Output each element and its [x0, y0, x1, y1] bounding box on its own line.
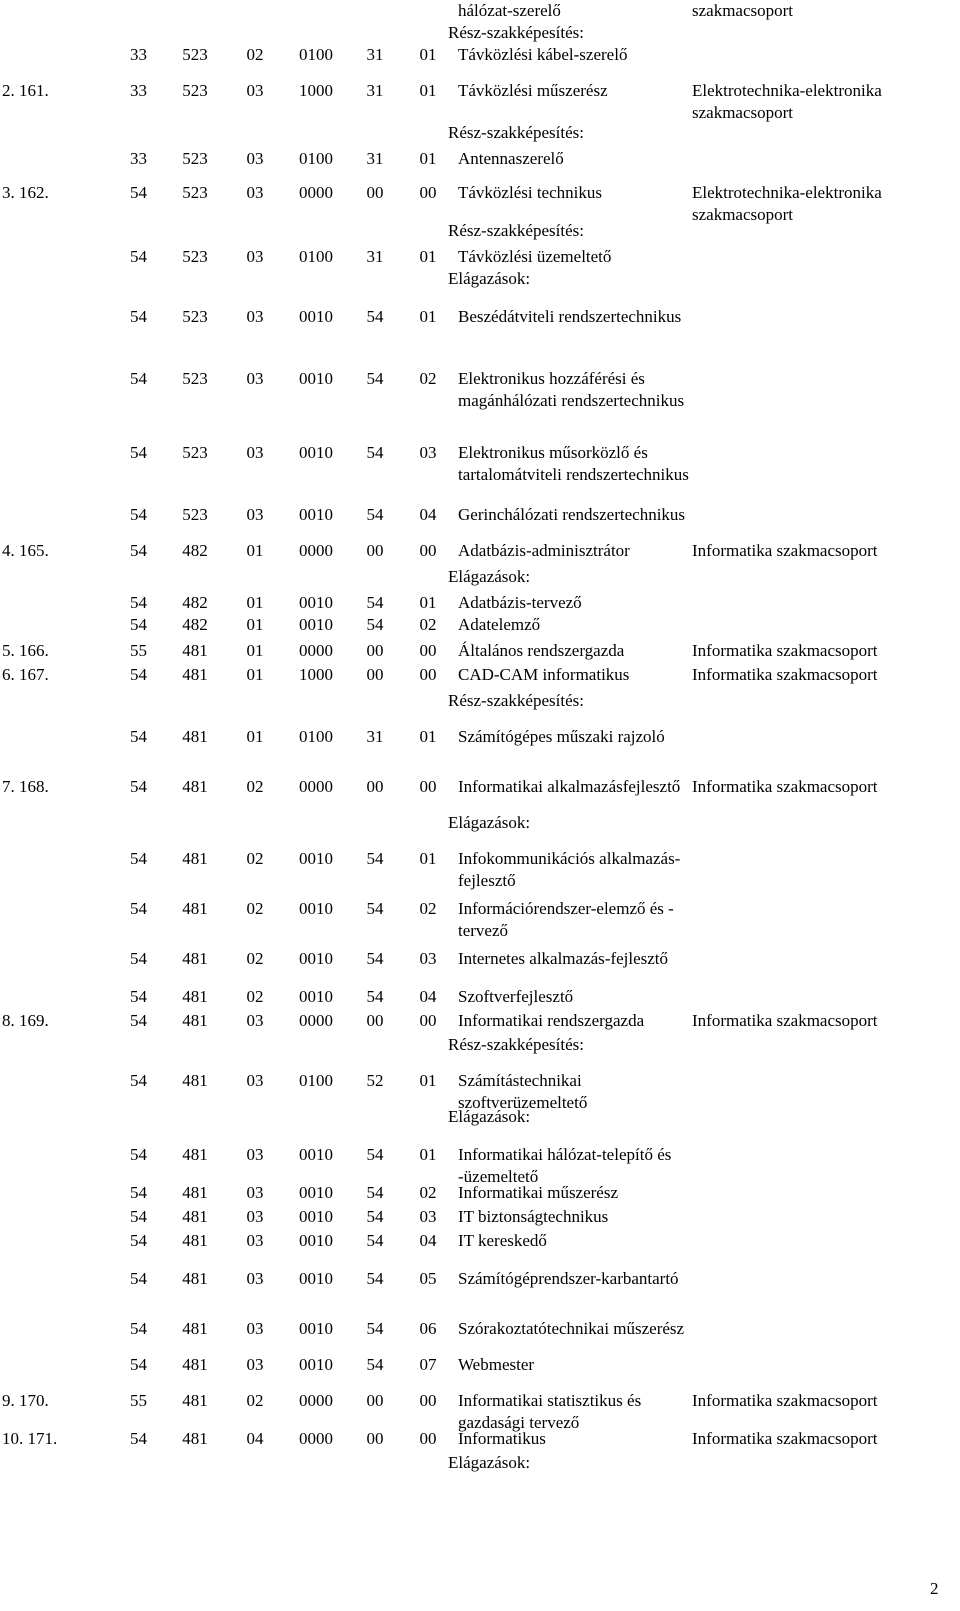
code-part-a: 54 — [130, 541, 147, 560]
code-part-e: 54 — [366, 369, 384, 388]
code-part-f: 01 — [419, 149, 437, 168]
row-number: 6. 167. — [2, 665, 49, 684]
code-part-b: 523 — [182, 81, 208, 100]
qualification-name: Távközlési kábel-szerelő — [458, 45, 628, 64]
code-part-b: 481 — [182, 1319, 208, 1338]
code-part-b: 481 — [182, 1269, 208, 1288]
qualification-name: Távközlési technikus — [458, 183, 602, 202]
code-part-b: 523 — [182, 149, 208, 168]
code-part-d: 0000 — [299, 183, 333, 202]
code-part-b: 481 — [182, 665, 208, 684]
code-part-c: 01 — [246, 727, 264, 746]
group-name: szakmacsoport — [692, 1, 794, 20]
code-part-a: 54 — [130, 777, 147, 796]
code-part-d: 0010 — [299, 987, 333, 1006]
section-label: Rész-szakképesítés: — [448, 1035, 584, 1054]
code-part-c: 03 — [246, 1071, 264, 1090]
code-part-d: 0000 — [299, 777, 333, 796]
code-part-f: 01 — [419, 307, 437, 326]
code-part-e: 54 — [366, 307, 384, 326]
section-label: Rész-szakképesítés: — [448, 23, 584, 42]
code-part-d: 0010 — [299, 307, 333, 326]
row-number: 10. 171. — [2, 1429, 58, 1448]
qualification-name: Távközlési üzemeltető — [458, 247, 612, 266]
code-part-c: 02 — [246, 849, 264, 868]
qualification-name: Számítástechnikai szoftverüzemeltető — [458, 1071, 588, 1112]
qualification-name: Adatbázis-adminisztrátor — [458, 541, 630, 560]
code-part-a: 54 — [130, 727, 147, 746]
code-part-d: 0000 — [299, 1429, 333, 1448]
code-part-e: 00 — [366, 1011, 384, 1030]
code-part-e: 00 — [366, 777, 384, 796]
code-part-a: 55 — [130, 1391, 147, 1410]
code-part-d: 0010 — [299, 1319, 333, 1338]
code-part-b: 482 — [182, 541, 208, 560]
code-part-f: 04 — [419, 1231, 437, 1250]
code-part-c: 01 — [246, 541, 264, 560]
code-part-d: 0000 — [299, 1011, 333, 1030]
code-part-a: 54 — [130, 1207, 147, 1226]
code-part-f: 01 — [419, 727, 437, 746]
code-part-b: 523 — [182, 183, 208, 202]
code-part-f: 00 — [419, 777, 437, 796]
code-part-e: 54 — [366, 593, 384, 612]
code-part-b: 481 — [182, 1071, 208, 1090]
code-part-b: 481 — [182, 1145, 208, 1164]
code-part-a: 54 — [130, 369, 147, 388]
code-part-c: 03 — [246, 307, 264, 326]
code-part-f: 00 — [419, 541, 437, 560]
code-part-b: 523 — [182, 443, 208, 462]
section-label: Elágazások: — [448, 1107, 531, 1126]
qualification-name: Informatikai műszerész — [458, 1183, 619, 1202]
qualification-name: Számítógépes műszaki rajzoló — [458, 727, 665, 746]
code-part-f: 01 — [419, 247, 437, 266]
code-part-f: 02 — [419, 899, 437, 918]
qualification-name: Informatikai rendszergazda — [458, 1011, 645, 1030]
code-part-d: 0010 — [299, 1145, 333, 1164]
code-part-f: 01 — [419, 849, 437, 868]
code-part-a: 54 — [130, 665, 147, 684]
code-part-c: 01 — [246, 593, 264, 612]
code-part-a: 54 — [130, 247, 147, 266]
code-part-c: 02 — [246, 987, 264, 1006]
code-part-b: 482 — [182, 615, 208, 634]
qualification-name: Internetes alkalmazás-fejlesztő — [458, 949, 669, 968]
qualification-name: Gerinchálózati rendszertechnikus — [458, 505, 686, 524]
code-part-c: 02 — [246, 949, 264, 968]
row-number: 4. 165. — [2, 541, 49, 560]
row-number: 2. 161. — [2, 81, 49, 100]
code-part-d: 0010 — [299, 899, 333, 918]
section-label: Rész-szakképesítés: — [448, 691, 584, 710]
code-part-e: 54 — [366, 443, 384, 462]
code-part-d: 0000 — [299, 641, 333, 660]
code-part-b: 523 — [182, 505, 208, 524]
row-number: 8. 169. — [2, 1011, 49, 1030]
code-part-b: 523 — [182, 45, 208, 64]
code-part-a: 54 — [130, 1145, 147, 1164]
code-part-f: 00 — [419, 641, 437, 660]
code-part-c: 02 — [246, 899, 264, 918]
code-part-c: 03 — [246, 183, 264, 202]
code-part-a: 54 — [130, 593, 147, 612]
code-part-d: 1000 — [299, 665, 333, 684]
page-number: 2 — [930, 1579, 939, 1598]
qualification-name: Számítógéprendszer-karbantartó — [458, 1269, 679, 1288]
code-part-c: 03 — [246, 443, 264, 462]
row-number: 9. 170. — [2, 1391, 49, 1410]
code-part-d: 0100 — [299, 1071, 333, 1090]
section-label: Elágazások: — [448, 813, 531, 832]
section-label: Rész-szakképesítés: — [448, 221, 584, 240]
qualification-name: Infokommunikációs alkalmazás-fejlesztő — [458, 849, 681, 890]
code-part-c: 03 — [246, 1319, 264, 1338]
code-part-e: 00 — [366, 541, 384, 560]
code-part-c: 03 — [246, 1207, 264, 1226]
code-part-b: 481 — [182, 899, 208, 918]
code-part-f: 01 — [419, 81, 437, 100]
code-part-d: 0100 — [299, 149, 333, 168]
code-part-e: 54 — [366, 1183, 384, 1202]
code-part-d: 0010 — [299, 1269, 333, 1288]
code-part-c: 01 — [246, 665, 264, 684]
code-part-f: 01 — [419, 593, 437, 612]
code-part-e: 54 — [366, 987, 384, 1006]
code-part-f: 03 — [419, 1207, 437, 1226]
qualification-name: Elektronikus hozzáférési és magánhálózati rendszertechnikus — [458, 369, 685, 410]
code-part-c: 03 — [246, 369, 264, 388]
section-label: Elágazások: — [448, 269, 531, 288]
code-part-e: 52 — [366, 1071, 384, 1090]
code-part-d: 1000 — [299, 81, 333, 100]
qualification-name: IT kereskedő — [458, 1231, 547, 1250]
code-part-c: 02 — [246, 45, 264, 64]
code-part-f: 00 — [419, 665, 437, 684]
code-part-c: 03 — [246, 1231, 264, 1250]
code-part-d: 0010 — [299, 949, 333, 968]
code-part-a: 33 — [130, 81, 147, 100]
code-part-e: 31 — [366, 81, 384, 100]
code-part-e: 54 — [366, 1207, 384, 1226]
code-part-c: 03 — [246, 247, 264, 266]
code-part-a: 54 — [130, 1429, 147, 1448]
code-part-d: 0010 — [299, 1355, 333, 1374]
code-part-e: 00 — [366, 1429, 384, 1448]
qualification-name: hálózat-szerelő — [458, 1, 561, 20]
qualification-name: Antennaszerelő — [458, 149, 564, 168]
qualification-name: Szoftverfejlesztő — [458, 987, 574, 1006]
code-part-f: 06 — [419, 1319, 437, 1338]
code-part-e: 00 — [366, 1391, 384, 1410]
code-part-c: 04 — [246, 1429, 264, 1448]
code-part-e: 54 — [366, 949, 384, 968]
code-part-b: 523 — [182, 307, 208, 326]
code-part-c: 03 — [246, 1355, 264, 1374]
qualification-name: Elektronikus műsorközlő és tartalomátviteli rendszertechnikus — [458, 443, 689, 484]
code-part-d: 0010 — [299, 615, 333, 634]
group-name: Informatika szakmacsoport — [692, 665, 878, 684]
code-part-d: 0000 — [299, 541, 333, 560]
code-part-b: 481 — [182, 1355, 208, 1374]
qualification-name: Webmester — [458, 1355, 535, 1374]
code-part-e: 31 — [366, 727, 384, 746]
code-part-f: 01 — [419, 1071, 437, 1090]
code-part-b: 481 — [182, 1011, 208, 1030]
group-name: Informatika szakmacsoport — [692, 777, 878, 796]
code-part-f: 04 — [419, 987, 437, 1006]
code-part-b: 481 — [182, 1207, 208, 1226]
group-name: Informatika szakmacsoport — [692, 1391, 878, 1410]
code-part-d: 0100 — [299, 727, 333, 746]
group-name: Informatika szakmacsoport — [692, 641, 878, 660]
code-part-b: 523 — [182, 247, 208, 266]
code-part-c: 02 — [246, 1391, 264, 1410]
code-part-b: 481 — [182, 987, 208, 1006]
code-part-c: 01 — [246, 641, 264, 660]
code-part-b: 481 — [182, 1391, 208, 1410]
qualification-name: Informatikus — [458, 1429, 546, 1448]
code-part-b: 481 — [182, 641, 208, 660]
code-part-d: 0000 — [299, 1391, 333, 1410]
code-part-a: 54 — [130, 899, 147, 918]
code-part-a: 54 — [130, 949, 147, 968]
code-part-d: 0010 — [299, 369, 333, 388]
code-part-b: 481 — [182, 1183, 208, 1202]
code-part-f: 01 — [419, 45, 437, 64]
code-part-d: 0010 — [299, 1231, 333, 1250]
qualification-name: Informatikai hálózat-telepítő és -üzemeltető — [458, 1145, 672, 1186]
code-part-f: 02 — [419, 369, 437, 388]
code-part-a: 54 — [130, 1319, 147, 1338]
code-part-d: 0010 — [299, 1207, 333, 1226]
code-part-d: 0010 — [299, 443, 333, 462]
qualification-name: Általános rendszergazda — [458, 641, 625, 660]
section-label: Rész-szakképesítés: — [448, 123, 584, 142]
code-part-e: 54 — [366, 1269, 384, 1288]
code-part-e: 00 — [366, 665, 384, 684]
qualification-name: CAD-CAM informatikus — [458, 665, 630, 684]
code-part-d: 0010 — [299, 849, 333, 868]
code-part-e: 31 — [366, 247, 384, 266]
code-part-f: 00 — [419, 183, 437, 202]
qualification-name: Informatikai alkalmazásfejlesztő — [458, 777, 681, 796]
code-part-a: 54 — [130, 1183, 147, 1202]
group-name: Informatika szakmacsoport — [692, 1429, 878, 1448]
code-part-f: 02 — [419, 1183, 437, 1202]
row-number: 7. 168. — [2, 777, 49, 796]
code-part-e: 00 — [366, 641, 384, 660]
code-part-f: 00 — [419, 1391, 437, 1410]
code-part-a: 54 — [130, 1355, 147, 1374]
code-part-a: 54 — [130, 443, 147, 462]
code-part-b: 481 — [182, 949, 208, 968]
code-part-a: 54 — [130, 849, 147, 868]
code-part-c: 03 — [246, 505, 264, 524]
code-part-c: 03 — [246, 1183, 264, 1202]
code-part-b: 481 — [182, 1429, 208, 1448]
code-part-e: 54 — [366, 1145, 384, 1164]
code-part-d: 0010 — [299, 593, 333, 612]
code-part-e: 54 — [366, 1355, 384, 1374]
code-part-c: 03 — [246, 149, 264, 168]
code-part-a: 33 — [130, 149, 147, 168]
code-part-d: 0010 — [299, 505, 333, 524]
qualification-name: Informatikai statisztikus és gazdasági tervező — [458, 1391, 642, 1432]
code-part-f: 00 — [419, 1429, 437, 1448]
code-part-e: 31 — [366, 149, 384, 168]
code-part-a: 33 — [130, 45, 147, 64]
code-part-f: 00 — [419, 1011, 437, 1030]
code-part-b: 481 — [182, 849, 208, 868]
qualification-name: Adatelemző — [458, 615, 541, 634]
code-part-c: 03 — [246, 1011, 264, 1030]
code-part-a: 54 — [130, 1071, 147, 1090]
code-part-a: 54 — [130, 615, 147, 634]
code-part-e: 31 — [366, 45, 384, 64]
code-part-b: 481 — [182, 727, 208, 746]
code-part-f: 02 — [419, 615, 437, 634]
code-part-e: 54 — [366, 505, 384, 524]
code-part-d: 0100 — [299, 45, 333, 64]
code-part-f: 05 — [419, 1269, 437, 1288]
code-part-a: 54 — [130, 505, 147, 524]
code-part-d: 0010 — [299, 1183, 333, 1202]
qualification-name: Adatbázis-tervező — [458, 593, 582, 612]
code-part-e: 54 — [366, 1231, 384, 1250]
qualification-name: Szórakoztatótechnikai műszerész — [458, 1319, 685, 1338]
group-name: Elektrotechnika-elektronika szakmacsoport — [692, 183, 882, 224]
code-part-a: 55 — [130, 641, 147, 660]
code-part-e: 54 — [366, 849, 384, 868]
code-part-c: 03 — [246, 1269, 264, 1288]
code-part-a: 54 — [130, 1269, 147, 1288]
code-part-c: 03 — [246, 81, 264, 100]
code-part-c: 03 — [246, 1145, 264, 1164]
code-part-e: 54 — [366, 615, 384, 634]
group-name: Informatika szakmacsoport — [692, 541, 878, 560]
code-part-a: 54 — [130, 1011, 147, 1030]
code-part-e: 54 — [366, 1319, 384, 1338]
code-part-a: 54 — [130, 1231, 147, 1250]
qualification-name: Információrendszer-elemző és - tervező — [458, 899, 674, 940]
group-name: Elektrotechnika-elektronika szakmacsoport — [692, 81, 882, 122]
section-label: Elágazások: — [448, 1453, 531, 1472]
code-part-c: 02 — [246, 777, 264, 796]
section-label: Elágazások: — [448, 567, 531, 586]
code-part-a: 54 — [130, 307, 147, 326]
code-part-f: 07 — [419, 1355, 437, 1374]
code-part-f: 01 — [419, 1145, 437, 1164]
row-number: 5. 166. — [2, 641, 49, 660]
qualification-name: Távközlési műszerész — [458, 81, 608, 100]
code-part-e: 54 — [366, 899, 384, 918]
row-number: 3. 162. — [2, 183, 49, 202]
qualification-name: Beszédátviteli rendszertechnikus — [458, 307, 682, 326]
code-part-b: 481 — [182, 1231, 208, 1250]
group-name: Informatika szakmacsoport — [692, 1011, 878, 1030]
code-part-b: 481 — [182, 777, 208, 796]
code-part-b: 482 — [182, 593, 208, 612]
code-part-f: 03 — [419, 443, 437, 462]
qualification-name: IT biztonságtechnikus — [458, 1207, 609, 1226]
code-part-d: 0100 — [299, 247, 333, 266]
code-part-c: 01 — [246, 615, 264, 634]
code-part-f: 03 — [419, 949, 437, 968]
code-part-f: 04 — [419, 505, 437, 524]
code-part-a: 54 — [130, 183, 147, 202]
code-part-e: 00 — [366, 183, 384, 202]
code-part-b: 523 — [182, 369, 208, 388]
code-part-a: 54 — [130, 987, 147, 1006]
